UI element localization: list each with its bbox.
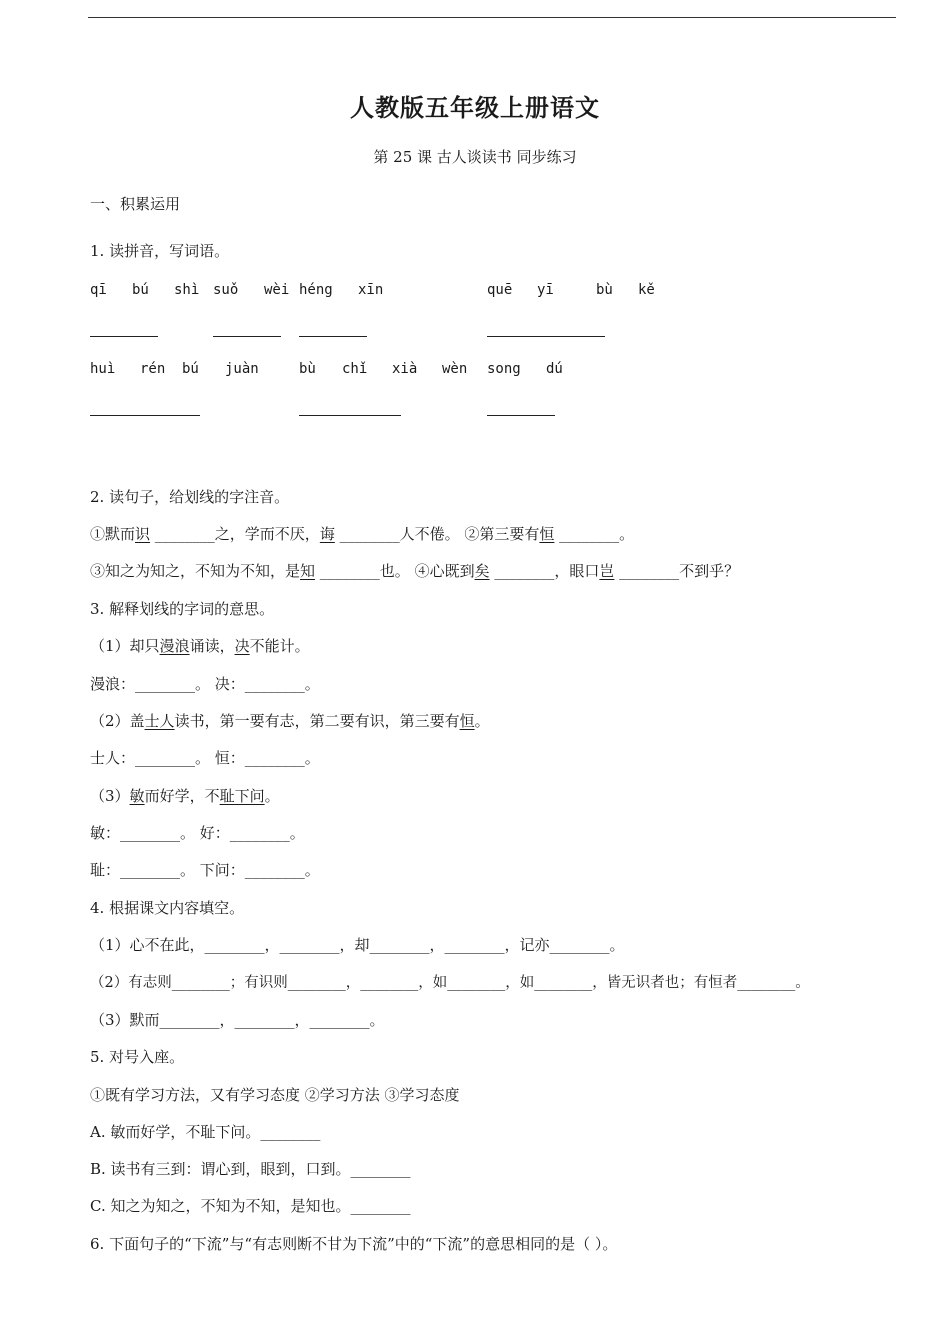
q1-heading: 1. 读拼音，写词语。 [90, 242, 230, 260]
q3-answer-1: 漫浪：________。 决：________。 [90, 675, 320, 693]
pinyin-syllable: rén [140, 361, 166, 377]
q5-heading: 5. 对号入座。 [90, 1048, 185, 1066]
pinyin-syllable: bù [299, 361, 316, 377]
q2-heading: 2. 读句子，给划线的字注音。 [90, 488, 290, 506]
answer-blank[interactable] [213, 336, 281, 337]
q3-answer-2: 士人：________。 恒：________。 [90, 749, 320, 767]
text-run: 不能计。 [249, 637, 310, 655]
q3-sentence-2 [90, 711, 490, 731]
text-run: 而好学，不 [144, 787, 220, 805]
pinyin-syllable: yī [537, 282, 554, 298]
underlined-word: 耻下问 [219, 787, 265, 805]
text-run: （2）盖 [90, 712, 145, 730]
underlined-char: 诲 [319, 525, 335, 543]
text-run: （3） [90, 787, 130, 805]
text-run: 。 [474, 712, 490, 730]
pinyin-syllable: bú [182, 361, 199, 377]
pinyin-syllable: song [487, 361, 521, 377]
q6-question: 6. 下面句子的“下流”与“有志则断不甘为下流”中的“下流”的意思相同的是（ ）。 [90, 1235, 618, 1253]
text-run: ________人不倦。 ②第三要有 [334, 525, 540, 543]
q3-answer-3: 敏：________。 好：________。 [90, 824, 305, 842]
pinyin-syllable: bù [596, 282, 613, 298]
q4-line-2: （2）有志则________；有识则________，________，如________，如________，皆无识者也；有恒者________。 [90, 975, 810, 991]
pinyin-syllable: juàn [225, 361, 259, 377]
answer-blank[interactable] [90, 415, 200, 416]
pinyin-syllable: chǐ [342, 361, 368, 377]
answer-blank[interactable] [299, 415, 401, 416]
pinyin-syllable: héng [299, 282, 333, 298]
section-heading: 一、积累运用 [90, 195, 181, 213]
pinyin-syllable: xīn [358, 282, 384, 298]
answer-blank[interactable] [299, 336, 367, 337]
pinyin-syllable: kě [638, 282, 655, 298]
q5-item-a: A. 敏而好学，不耻下问。________ [90, 1123, 321, 1141]
text-run: ③知之为知之，不知为不知，是 [90, 562, 301, 580]
underlined-word: 敏 [129, 787, 145, 805]
q2-line-1 [90, 524, 634, 544]
pinyin-syllable: shì [174, 282, 200, 298]
pinyin-syllable: qī [90, 282, 107, 298]
text-run: ________。 [554, 525, 635, 543]
top-rule [88, 17, 896, 18]
page-subtitle: 第 25 课 古人谈读书 同步练习 [373, 148, 577, 166]
q2-line-2 [90, 561, 739, 581]
page-title: 人教版五年级上册语文 [350, 93, 600, 122]
text-run: 读书，第一要有志，第二要有识，第三要有 [174, 712, 460, 730]
text-run: ________也。 ④心既到 [315, 562, 475, 580]
text-run: ①默而 [90, 525, 136, 543]
q5-item-c: C. 知之为知之，不知为不知，是知也。________ [90, 1197, 411, 1215]
q4-heading: 4. 根据课文内容填空。 [90, 899, 245, 917]
text-run: ________，眼口 [489, 562, 600, 580]
text-run: 。 [264, 787, 280, 805]
text-run: 诵读， [189, 637, 235, 655]
pinyin-syllable: huì [90, 361, 116, 377]
answer-blank[interactable] [90, 336, 158, 337]
pinyin-syllable: dú [546, 361, 563, 377]
answer-blank[interactable] [487, 336, 605, 337]
text-run: （1）却只 [90, 637, 160, 655]
answer-blank[interactable] [487, 415, 555, 416]
underlined-word: 漫浪 [159, 637, 190, 655]
underlined-word: 决 [234, 637, 250, 655]
pinyin-syllable: suǒ [213, 282, 239, 298]
q5-item-b: B. 读书有三到：谓心到，眼到，口到。________ [90, 1160, 411, 1178]
q3-sentence-1 [90, 636, 310, 656]
q5-options: ①既有学习方法，又有学习态度 ②学习方法 ③学习态度 [90, 1086, 460, 1104]
pinyin-syllable: bú [132, 282, 149, 298]
text-run: ________不到乎？ [614, 562, 740, 580]
underlined-word: 恒 [459, 712, 475, 730]
underlined-char: 恒 [539, 525, 555, 543]
q3-answer-4: 耻：________。 下问：________。 [90, 861, 320, 879]
pinyin-syllable: quē [487, 282, 513, 298]
underlined-char: 矣 [474, 562, 490, 580]
q3-sentence-3 [90, 786, 280, 806]
underlined-word: 士人 [144, 712, 175, 730]
pinyin-syllable: wèn [442, 361, 468, 377]
pinyin-syllable: xià [392, 361, 418, 377]
text-run: ________之，学而不厌， [150, 525, 320, 543]
q3-heading: 3. 解释划线的字词的意思。 [90, 600, 275, 618]
underlined-char: 岂 [599, 562, 615, 580]
underlined-char: 识 [135, 525, 151, 543]
underlined-char: 知 [300, 562, 316, 580]
q4-line-3: （3）默而________，________，________。 [90, 1011, 385, 1029]
q4-line-1: （1）心不在此，________，________，却________，________，记亦________。 [90, 936, 625, 954]
pinyin-syllable: wèi [264, 282, 290, 298]
